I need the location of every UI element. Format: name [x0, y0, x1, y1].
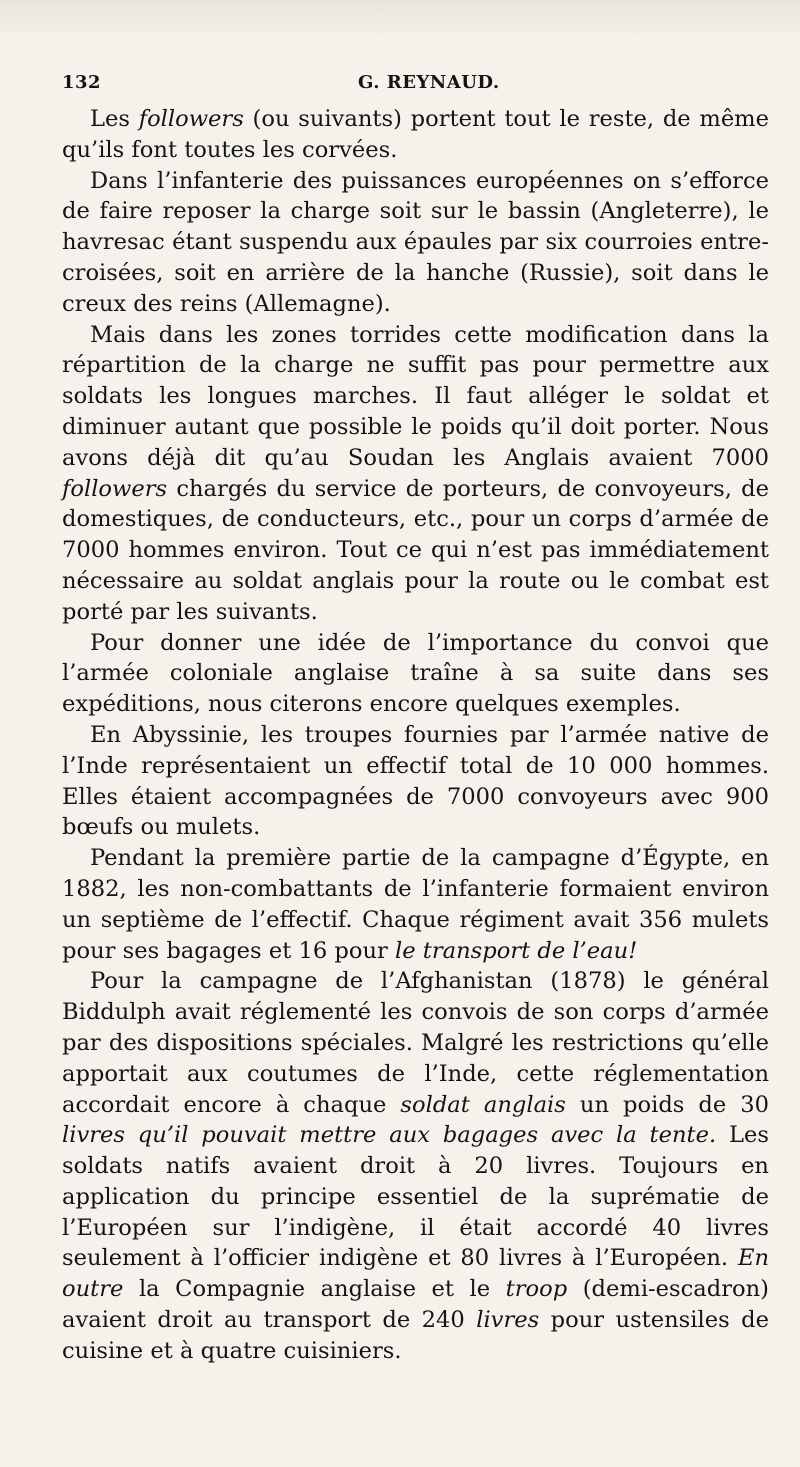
italic-text-run: soldat anglais	[400, 1091, 566, 1118]
italic-text-run: En outre	[62, 1245, 769, 1303]
paragraph	[62, 104, 769, 166]
italic-text-run: livres qu’il pouvait mettre aux bagages avec la tente.	[62, 1122, 717, 1149]
text-run: (demi-escadron) avaient droit au transport de 240	[62, 1276, 769, 1334]
text-run: Pour donner une idée de l’importance du convoi que l’armée coloniale anglaise traîne à sa suite dans ses expéditions, nous citerons encore quelques exemples.	[62, 629, 769, 718]
page-header	[62, 72, 770, 102]
text-run: Pour la campagne de l’Afghanistan (1878) le général Biddulph avait réglementé les convois de son corps d’armée par des dispositions spéciales. Malgré les restrictions qu’elle apportait aux coutumes de l’Inde, cette réglementation accordait encore à chaque	[62, 968, 769, 1118]
text-run: Dans l’infanterie des puissances européennes on s’efforce de faire reposer la charge soit sur le bassin (Angleterre), le havresac étant suspendu aux épaules par six courroies entre-croisées, soit en arrière de la hanche (Russie), soit dans le creux des reins (Allemagne).	[62, 167, 769, 317]
italic-text-run: followers	[62, 475, 168, 502]
text-run: En Abyssinie, les troupes fournies par l’armée native de l’Inde représentaient un effectif total de 10 000 hommes. Elles étaient accompagnées de 7000 convoyeurs avec 900 bœufs ou mulets.	[62, 721, 769, 841]
text-run: Les	[90, 106, 139, 132]
text-run: (ou suivants) portent tout le reste, de même qu’ils font toutes les corvées.	[62, 106, 769, 163]
paragraph	[62, 320, 769, 628]
running-head: G. REYNAUD.	[358, 72, 500, 93]
text-run: Pendant la première partie de la campagne d’Égypte, en 1882, les non-combattants de l’infanterie formaient environ un septième de l’effectif. Chaque régiment avait 356 mulets pour ses bagages et 16 pour	[62, 845, 769, 964]
paragraph	[62, 843, 769, 966]
italic-text-run: livres	[476, 1307, 540, 1334]
paragraph	[62, 628, 769, 720]
text-run: un poids de 30	[565, 1091, 770, 1118]
text-run: pour ustensiles de cuisine et à quatre cuisiniers.	[62, 1307, 769, 1364]
italic-text-run: troop	[505, 1276, 568, 1303]
text-run: Mais dans les zones torrides cette modification dans la répartition de la charge ne suffit pas pour permettre aux soldats les longues marches. Il faut alléger le soldat et diminuer autant que possible le poids qu’il doit porter. Nous avons déjà dit qu’au Soudan les Anglais avaient 7000	[62, 321, 769, 471]
text-run: chargés du service de porteurs, de convoyeurs, de domestiques, de conducteurs, etc., pour un corps d’armée de 7000 hommes environ. Tout ce qui n’est pas immédiatement nécessaire au soldat anglais pour la route ou le combat est porté par les suivants.	[62, 475, 769, 625]
text-run: la Compagnie anglaise et le	[123, 1276, 506, 1303]
italic-text-run: followers	[138, 106, 244, 132]
paragraph	[62, 166, 769, 320]
paragraph	[62, 720, 769, 843]
italic-text-run: le transport de l’eau!	[394, 937, 638, 964]
body-text	[62, 104, 769, 1367]
page-number: 132	[62, 72, 102, 93]
paragraph	[62, 966, 769, 1366]
text-run: Les soldats natifs avaient droit à 20 livres. Toujours en application du principe essentiel de la suprématie de l’Européen sur l’indigène, il était accordé 40 livres seulement à l’officier indigène et 80 livres à l’Européen.	[62, 1122, 769, 1272]
